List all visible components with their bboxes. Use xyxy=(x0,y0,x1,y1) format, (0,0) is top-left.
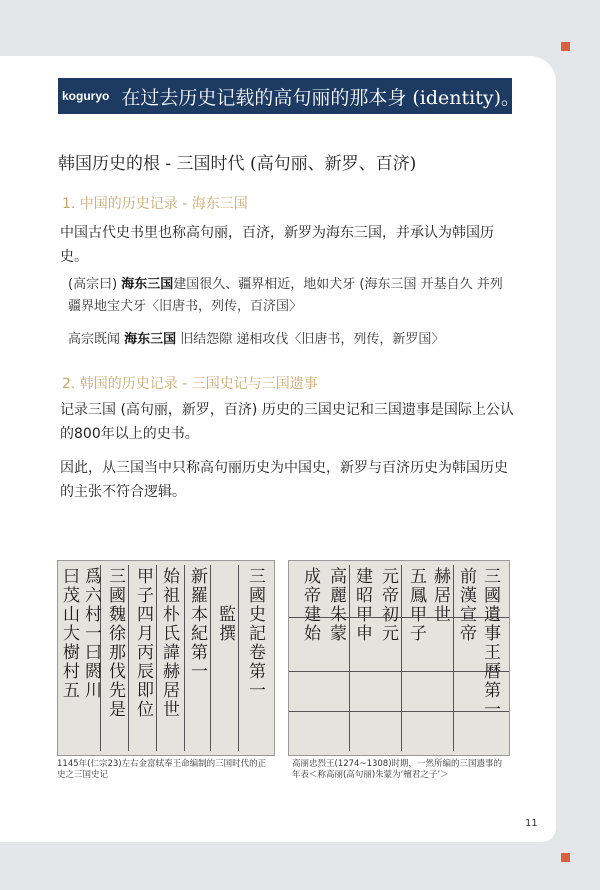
quote-2-bold: 海东三国 xyxy=(124,332,177,347)
script-column: 新羅本紀第一 xyxy=(187,567,207,681)
section-heading-1: 1. 中国的历史记录 - 海东三国 xyxy=(62,196,248,212)
column-rule xyxy=(128,565,129,751)
column-rule xyxy=(210,565,211,751)
table-rule xyxy=(289,711,509,712)
script-column: 爲六村一曰閼川 xyxy=(81,567,101,700)
column-rule xyxy=(238,565,239,751)
section2-body-2: 因此，从三国当中只称高句丽历史为中国史，新罗与百济历史为韩国历史的主张不符合逻辑。 xyxy=(60,460,508,500)
banner-tag: koguryo xyxy=(62,89,110,103)
page-title: 在过去历史记载的高句丽的那本身 (identity)。 xyxy=(121,86,521,109)
section1-body: 中国古代史书里也称高句丽，百济，新罗为海东三国，并承认为韩国历史。 xyxy=(60,225,494,265)
corner-marker xyxy=(561,42,570,51)
script-column: 三國遺事王曆第一 xyxy=(480,567,500,719)
quote-1-prefix: (高宗曰) xyxy=(68,277,122,292)
script-column: 前漢宣帝 xyxy=(456,567,476,643)
script-column: 始祖朴氏諱赫居世 xyxy=(159,567,179,719)
script-column: 高麗朱蒙 xyxy=(326,567,346,643)
section-subtitle: 韩国历史的根 - 三国时代 (高句丽、新罗、百济) xyxy=(58,154,417,174)
script-column: 曰茂山大樹村五 xyxy=(59,567,79,700)
script-column: 元帝初元 xyxy=(378,567,398,643)
quote-2-prefix: 高宗既闻 xyxy=(68,332,125,347)
script-column: 赫居世 xyxy=(430,567,450,624)
script-column: 建昭甲申 xyxy=(352,567,372,643)
column-rule xyxy=(401,565,402,751)
title-banner xyxy=(58,78,521,114)
section-heading-2: 2. 韩国的历史记录 - 三国史记与三国遗事 xyxy=(62,376,318,392)
quote-1 xyxy=(68,274,508,318)
left-image-caption: 1145年(仁宗23)左右金富轼奉王命编制的三国时代的正史之三国史记 xyxy=(57,759,267,780)
page-number: 11 xyxy=(525,818,538,829)
script-column: 監撰 xyxy=(215,567,235,643)
quote-2-text: 旧结怨隙 递相攻伐〈旧唐书，列传，新罗国〉 xyxy=(176,332,445,347)
quote-1-bold: 海东三国 xyxy=(121,277,174,292)
script-column: 成帝建始 xyxy=(300,567,320,643)
samguk-yusa-image xyxy=(288,560,510,756)
section2-body-1: 记录三国 (高句丽，新罗，百济) 历史的三国史记和三国遗事是国际上公认的800年以上的史书。 xyxy=(60,402,514,442)
table-rule xyxy=(289,671,509,672)
quote-2 xyxy=(68,329,508,351)
column-rule xyxy=(453,565,454,751)
right-image-caption: 高丽忠烈王(1274~1308)时期，一然所编的三国遗事的年表＜称高丽(高句丽)朱蒙为‘檀君之子’＞ xyxy=(292,759,503,780)
column-rule xyxy=(184,565,185,751)
script-column: 甲子四月丙辰即位 xyxy=(133,567,153,719)
column-rule xyxy=(349,565,350,751)
column-rule xyxy=(156,565,157,751)
samguk-sagi-image xyxy=(57,560,275,756)
script-column: 三國魏徐那伐先是 xyxy=(105,567,125,719)
script-column: 五鳳甲子 xyxy=(406,567,426,643)
corner-marker xyxy=(561,853,570,862)
quote-1-text: 建国很久、疆界相近，地如犬牙 (海东三国 开基自久 并列疆界地宝犬牙〈旧唐书，列传，百济国〉 xyxy=(68,277,503,314)
script-column: 三國史記卷第一 xyxy=(245,567,265,700)
